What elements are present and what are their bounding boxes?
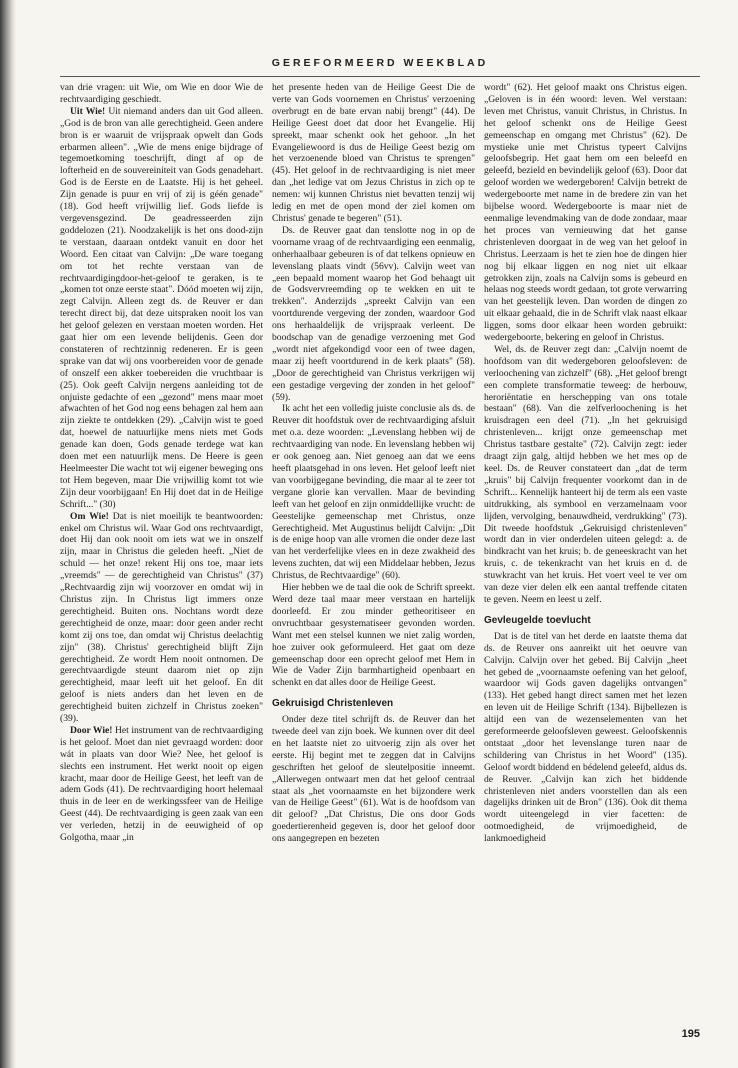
paragraph-lead: Uit Wie! bbox=[70, 105, 106, 117]
section-heading: Gevleugelde toevlucht bbox=[484, 614, 591, 626]
paragraph bbox=[60, 106, 263, 511]
page-number: 195 bbox=[681, 1028, 700, 1040]
paragraph bbox=[60, 511, 263, 725]
text-column-1 bbox=[60, 82, 263, 844]
paragraph: het presente heden van de Heilige Geest Die de verte van Gods voornemen en Christus' verzoening overbrugt en de bate ervan nabij brengt" (44). De Heilige Geest doet dat door het Evangelie. Hij spreekt, maar schenkt ook het gehoor. „In het Evangeliewoord is dus de Heilige Geest bezig om het verzoenende bloed van Christus te sprengen" (45). Het geloof in de rechtvaardiging is niet meer dan „het ledige vat om Jezus Christus in zich op te nemen: wij kunnen Christus niet bevatten tenzij wij ledig en met de open mond der ziel komen om Christus' genade te begeren" (51). bbox=[272, 82, 475, 224]
text-column-2 bbox=[272, 82, 475, 845]
text-column-3 bbox=[484, 82, 687, 845]
paragraph: van drie vragen: uit Wie, om Wie en door Wie de rechtvaardiging geschiedt. bbox=[60, 82, 263, 105]
paragraph: wordt" (62). Het geloof maakt ons Christus eigen. „Geloven is in één woord: leven. Wel verstaan: leven met Christus, vanuit Christus, in Christus. In het geloof schenkt ons de Heilige Geest gemeenschap en omgang met Christus" (62). De mystieke unie met Christus typeert Calvijns geloofsbegrip. Het gaat hem om een beleefd en geleefd, bezield en bevindelijk geloof (63). Door dat geloof worden we wedergeboren! Calvijn betrekt de wedergeboorte met name in de bredere zin van het bijbelse woord. Wedergeboorte is maar niet de eenmalige levendmaking van de dode zondaar, maar het proces van vernieuwing dat het ganse christenleven doorgaat in de weg van het geloof in Christus. Leerzaam is het te zien hoe de dingen hier nog bij elkaar liggen en nog niet uit elkaar getrokken zijn, zoals na Calvijn soms is gebeurd en helaas nog steeds wordt gedaan, tot grote verwarring van het geestelijk leven. Dan worden de dingen zo uit elkaar gehaald, die in de Schrift vlak naast elkaar liggen, soms door elkaar heen worden gebruikt: wedergeboorte, bekering en geloof in Christus. bbox=[484, 82, 687, 344]
paragraph-text: Uit niemand anders dan uit God alleen. „God is de bron van alle gerechtigheid. Geen andere bron is er waaruit de vrijspraak opwelt dan Gods erbarmen alleen". „Wie de mens enige bijdrage of tegemoetkoming toeschrijft, dingt af op de lofterheid en de souvereiniteit van Gods genadehart. God is de Eerste en de Laatste. Hij is het geheel. Zijn genade is puur en vrij of zij is géén genade" (18). God heeft vrijwillig lief. Gods liefde is vergevensgezind. De geadresseerden zijn goddelozen (21). Noodzakelijk is het ons dood-zijn te verstaan, daaraan ontdekt vanuit en door het Woord. Een citaat van Calvijn: „De ware toegang om tot het rechte verstaan van de rechtvaardigingdoor-het-geloof te geraken, is te „komen tot onze eerste staat". Dóód moeten wij zijn, zegt Calvijn. Alleen zegt ds. de Reuver er dan terecht direct bij, dat deze uitspraken nooit los van het geloof gelezen en verstaan moeten worden. Het gaat hier om een levende belijdenis. Geen dor constateren of rechtzinnig redeneren. Er is geen sprake van dat wij ons voorbereiden voor de genade of onszelf een akker toebereiden die vruchtbaar is (25). Ook geeft Calvijn nergens aanleiding tot de onjuiste gedachte of een „gezond" mens maar moet afwachten of het God nog eens behagen zal hem aan zijn ziekte te ontdekken (29). „Calvijn wist te goed dat, hoewel de natuurlijke mens niets met Gods genade kan doen, Gods genade terdege wat kan doen met een natuurlijk mens. De Heere is geen Heelmeester Die wacht tot wij eigener beweging ons tot Hem begeven, maar Die vrijwillig komt tot wie Zijn deur voorbijgaan! En Hij doet dat in de Heilige Schrift..." (30) bbox=[60, 105, 263, 510]
paragraph: Onder deze titel schrijft ds. de Reuver dan het tweede deel van zijn boek. We kunnen over dit deel en het laatste niet zo uitvoerig zijn als over het eerste. Hij begint met te zeggen dat in Calvijns geschriften het geloof de sleutelpositie inneemt. „Allerwegen ontwaart men dat het geloof centraal staat als „het voornaamste en het bijzondere werk van de Heilige Geest" (61). Wat is de hoofdsom van dit geloof? „Dat Christus, Die ons door Gods goedertierenheid gegeven is, door het geloof door ons aangegrepen en bezeten bbox=[272, 714, 475, 845]
header-rule bbox=[60, 76, 700, 77]
paragraph-lead: Door Wie! bbox=[70, 724, 113, 736]
paragraph-text: Het instrument van de rechtvaardiging is het geloof. Moet dan niet gevraagd worden: door wát in plaats van door Wie? Nee, het geloof is slechts een instrument. Het werkt nooit op eigen kracht, maar door de Heilige Geest, het leeft van de adem Gods (41). De rechtvaardiging hoort helemaal thuis in de leer en de werkingssfeer van de Heilige Geest (44). De rechtvaardiging is geen zaak van een ver verleden, hetzij in de eeuwigheid of op Golgotha, maar „in bbox=[60, 724, 263, 844]
paragraph: Ds. de Reuver gaat dan tenslotte nog in op de voorname vraag of de rechtvaardiging een eenmalig, onherhaalbaar gebeuren is of dat telkens opnieuw en levenslang plaats vindt (56vv). Calvijn weet van „een bepaald moment waarop het God behaagt uit de Godsvervreemding op te wekken en uit te trekken". Anderzijds „spreekt Calvijn van een voortdurende vergeving der zonden, waardoor God ons herhaaldelijk de vrijspraak verleent. De boodschap van de genadige verzoening met God „wordt niet afgekondigd voor een of twee dagen, maar zij heeft voortdurend in de kerk plaats" (58). „Door de gerechtigheid van Christus verkrijgen wij een gestadige vergeving der zonden in het geloof" (59). bbox=[272, 224, 475, 403]
paragraph: Wel, ds. de Reuver zegt dan: „Calvijn noemt de hoofdsom van dit wedergeboren geloofsleven: de verloochening van zichzelf" (68). „Het geloof brengt een complete transformatie teweeg: de herbouw, heroriëntatie en herschepping van ons totale bestaan" (68). Van die zelfverloochening is het kruisdragen een deel (71). „In het gekruisigd christenleven... krijgt onze gemeenschap met Christus tastbare gestalte" (72). Calvijn zegt: ieder draagt zijn galg, altijd hebben we het mes op de keel. Ds. de Reuver constateert dan „dat de term „kruis" bij Calvijn frequenter voorkomt dan in de Schrift... Kennelijk hanteert hij de term als een vaste uitdrukking, als symbool en verzamelnaam voor lijden, vervolging, benauwdheid, verdrukking" (73). Dit tweede hoofdstuk „Gekruisigd christenleven" wordt dan in vier onderdelen uiteen gelegd: a. de bindkracht van het kruis; b. de geneeskracht van het kruis, c. de tekenkracht van het kruis en d. de stuwkracht van het kruis. Het voert veel te ver om van deze vier delen elk een aantal treffende citaten te geven. Neem en leest u zelf. bbox=[484, 343, 687, 605]
paragraph-lead: Om Wie! bbox=[70, 510, 109, 522]
paragraph-text: Dat is niet moeilijk te beantwoorden: enkel om Christus wil. Waar God ons rechtvaardigt, doet Hij dan ook nooit om iets wat we in onszelf zijn, maar in Christus die geleden heeft. „Niet de schuld — het onze! rekent Hij ons toe, maar iets „vreemds" — de gerechtigheid van Christus" (37) „Rechtvaardig zijn wij voorzover en omdat wij in Christus zijn. In Christus ligt immers onze gerechtigheid. Buiten ons. Nochtans wordt deze gerechtigheid de onze, maar: door geen ander recht komt zij ons toe, dan omdat wij Christus deelachtig zijn" (38). Christus' gerechtigheid blijft Zijn gerechtigheid. Ze wordt Hem nooit ontnomen. De gerechtvaardigde steunt daarom niet op zijn gerechtigheid, maar leeft uit het geloof. En dit geloof is niets anders dan het leven en de gerechtigheid buiten zichzelf in Christus zoeken" (39). bbox=[60, 510, 264, 725]
binding-shadow bbox=[0, 0, 16, 1068]
running-header: GEREFORMEERD WEEKBLAD bbox=[271, 57, 489, 69]
paragraph bbox=[60, 725, 263, 844]
section-heading: Gekruisigd Christenleven bbox=[272, 698, 394, 710]
paragraph: Hier hebben we de taal die ook de Schrift spreekt. Werd deze taal maar meer verstaan en hartelijk doorleefd. Er zou minder getheoritiseer en onvruchtbaar gesystematiseer gevonden worden. Want met een stelsel kunnen we niet zalig worden, hoe zuiver ook geformuleerd. Het gaat om deze gemeenschap door een oprecht geloof met Hem in Wie de Vader Zijn barmhartigheid openbaart en schenkt en dat alles door de Heilige Geest. bbox=[272, 582, 475, 689]
paragraph: Dat is de titel van het derde en laatste thema dat ds. de Reuver ons aanreikt uit het oeuvre van Calvijn. Calvijn over het gebed. Bij Calvijn „heet het gebed de „voornaamste oefening van het geloof, waardoor wij Gods gaven dagelijks ontvangen" (133). Het gebed hangt direct samen met het lezen en leven uit de Heilige Schrift (134). Bijbellezen is altijd een van de wezenselementen van het gereformeerde geloofsleven geweest. Geloofskennis ontstaat „door het levenslange turen naar de schildering van Christus in het Woord" (135). Geloof wordt biddend en bédelend geleefd, aldus ds. de Reuver. „Calvijn kan zich het biddende christenleven niet anders voorstellen dan als een dagelijks drinken uit de Bron" (136). Ook dit thema wordt uiteengelegd in vier facetten: de ootmoedigheid, de vrijmoedigheid, de lankmoedigheid bbox=[484, 630, 687, 845]
paragraph: Ik acht het een volledig juiste conclusie als ds. de Reuver dit hoofdstuk over de rechtvaardiging afsluit met o.a. deze woorden: „Levenslang hebben wij de rechtvaardiging van node. En levenslang hebben wij er ook genoeg aan. Niet genoeg aan dat we eens heeft plaatsgehad in ons leven. Het geloof leeft niet van voorbijgegane bevinding, die maar al te zeer tot vergane glorie kan vervallen. Maar de bevinding leeft van het geloof en zijn onmiddellijke vrucht: de Geestelijke gemeenschap met Christus, onze Gerechtigheid. Met Augustinus belijdt Calvijn: „Dit is de enige hoop van alle vromen die onder deze last van het verderfelijke vlees en in deze zwakheid des levens zuchten, dat wij een Middelaar hebben, Jezus Christus, de Rechtvaardige" (60). bbox=[272, 403, 475, 582]
